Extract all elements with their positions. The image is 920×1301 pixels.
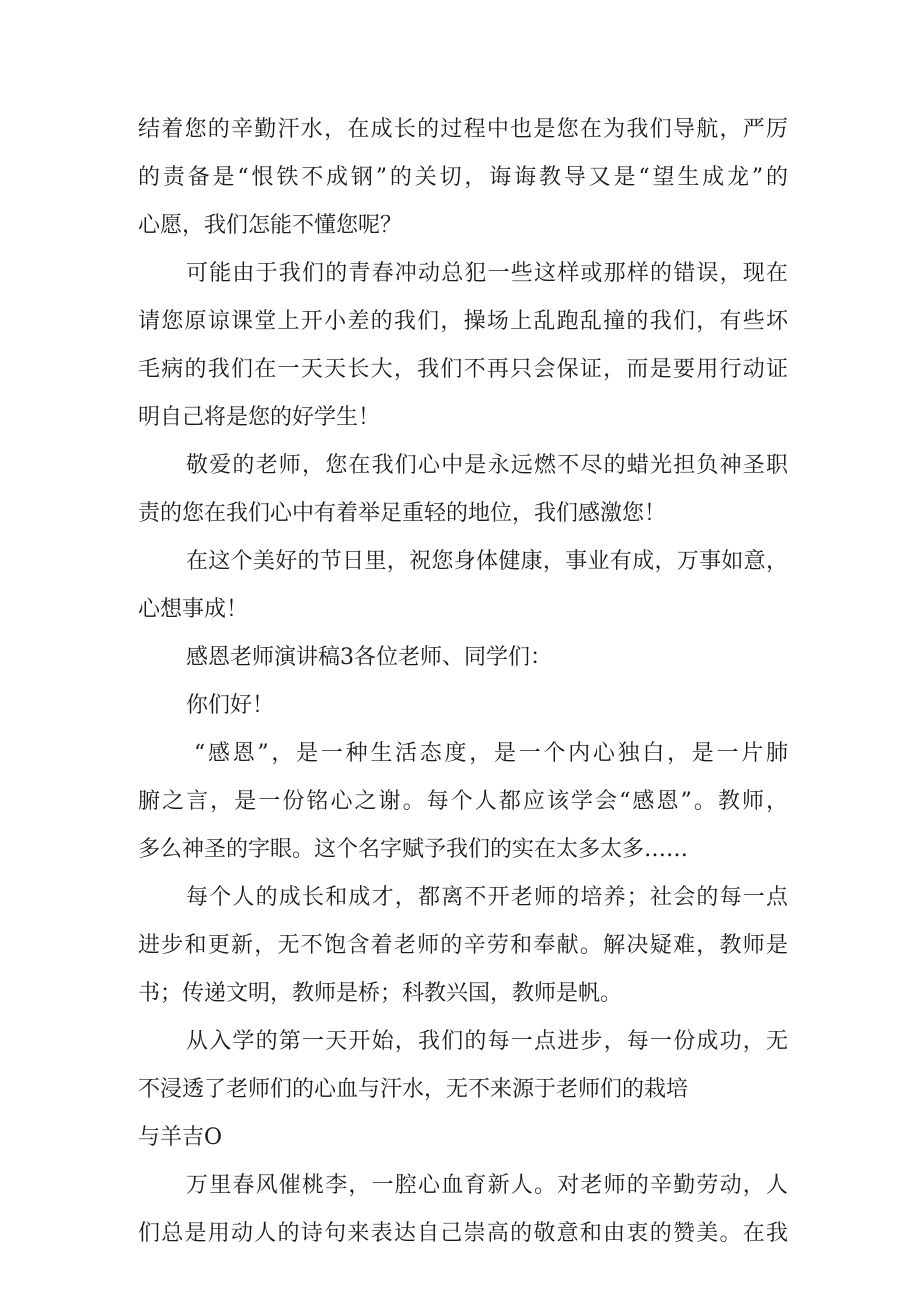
text-line: 明自己将是您的好学生！ — [138, 405, 381, 430]
text-line: 从入学的第一天开始，我们的每一点进步，每一份成功，无 — [186, 1029, 788, 1054]
text-line: 责的您在我们心中有着举足重轻的地位，我们感激您！ — [138, 501, 667, 526]
text-line: 腑之言，是一份铭心之谢。每个人都应该学会“感恩”。教师， — [138, 789, 788, 814]
text-line: 结着您的辛勤汗水，在成长的过程中也是您在为我们导航，严厉 — [138, 117, 788, 142]
text-line: 心想事成！ — [138, 597, 249, 622]
text-line: 请您原谅课堂上开小差的我们，操场上乱跑乱撞的我们，有些坏 — [138, 309, 788, 334]
text-line: 进步和更新，无不饱含着老师的辛劳和奉献。解决疑难，教师是 — [138, 933, 788, 958]
text-line: 书；传递文明，教师是桥；科教兴国，教师是帆。 — [138, 981, 623, 1006]
text-line: 敬爱的老师，您在我们心中是永远燃不尽的蜡光担负神圣职 — [186, 453, 788, 478]
text-line: 不浸透了老师们的心血与汗水，无不来源于老师们的栽培 — [138, 1077, 689, 1102]
text-line: 万里春风催桃李，一腔心血育新人。对老师的辛勤劳动，人 — [186, 1173, 788, 1198]
text-line: 多么神圣的字眼。这个名字赋予我们的实在太多太多…… — [138, 837, 689, 862]
text-line: 与羊吉O — [138, 1125, 223, 1150]
text-line: 每个人的成长和成才，都离不开老师的培养；社会的每一点 — [186, 885, 788, 910]
text-line: “感恩”，是一种生活态度，是一个内心独白，是一片肺 — [194, 741, 788, 766]
text-line: 心愿，我们怎能不懂您呢？ — [138, 213, 403, 238]
speech-title: 感恩老师演讲稿3各位老师、同学们： — [186, 645, 552, 670]
text-line: 毛病的我们在一天天长大，我们不再只会保证，而是要用行动证 — [138, 357, 788, 382]
greeting: 你们好！ — [186, 693, 275, 718]
text-line: 的责备是“恨铁不成钢”的关切，诲诲教导又是“望生成龙”的 — [138, 165, 788, 190]
text-line: 在这个美好的节日里，祝您身体健康，事业有成，万事如意， — [186, 549, 788, 574]
text-line: 们总是用动人的诗句来表达自己崇高的敬意和由衷的赞美。在我 — [138, 1221, 788, 1246]
text-line: 可能由于我们的青春冲动总犯一些这样或那样的错误，现在 — [186, 261, 788, 286]
